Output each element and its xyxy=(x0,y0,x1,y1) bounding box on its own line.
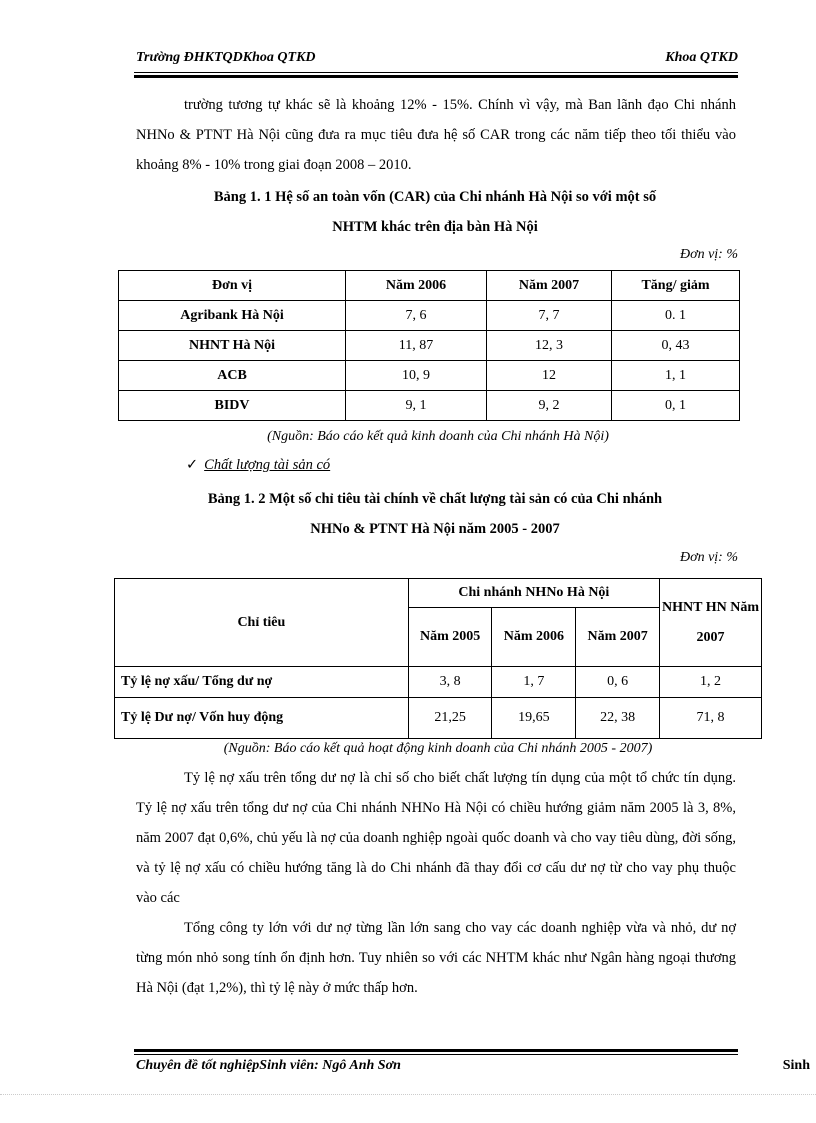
table2-unit: Đơn vị: % xyxy=(679,550,738,565)
table-cell: 19,65 xyxy=(492,698,576,739)
header-year-2006: Năm 2006 xyxy=(492,608,576,667)
row-label: ACB xyxy=(119,361,346,391)
body-paragraph-1: Tỷ lệ nợ xấu trên tổng dư nợ là chỉ số cho biết chất lượng tín dụng của một tổ chức tín dụng. Tỷ lệ nợ xấu trên tổng dư nợ của Chi nhánh NHNo Hà Nội có chiều hướng giảm năm 2005 là 3, 8%, năm 2007 đạt 0,6%, chủ yếu là nợ của doanh nghiệp ngoài quốc doanh và cho vay tiêu dùng, đời sống, và tỷ lệ nợ xấu có chiều hướng tăng là do Chi nhánh đã thay đổi cơ cấu dư nợ từ cho vay phụ thuộc vào các xyxy=(136,770,736,906)
table2-source: (Nguồn: Báo cáo kết quả hoạt động kinh doanh của Chi nhánh 2005 - 2007) xyxy=(223,741,653,756)
table-cell: 3, 8 xyxy=(408,667,492,698)
footer-right: Sinh xyxy=(782,1058,810,1073)
header-cell: Năm 2006 xyxy=(346,271,487,301)
header-year-2005: Năm 2005 xyxy=(408,608,492,667)
row-label: Agribank Hà Nội xyxy=(119,301,346,331)
header-right: Khoa QTKD xyxy=(665,50,738,65)
table-cell: 7, 6 xyxy=(346,301,487,331)
checkmark-icon: ✓ xyxy=(186,457,199,473)
header-other: NHNT HN Năm 2007 xyxy=(660,579,762,667)
page-footer xyxy=(136,1058,816,1078)
table1-caption-line1: Bảng 1. 1 Hệ số an toàn vốn (CAR) của Chi nhánh Hà Nội so với một số xyxy=(213,189,657,205)
header-indicator: Chỉ tiêu xyxy=(115,579,409,667)
header-group: Chi nhánh NHNo Hà Nội xyxy=(408,579,659,608)
table-cell: 1, 1 xyxy=(612,361,740,391)
table-cell: 0, 6 xyxy=(576,667,660,698)
header-rule-thick xyxy=(134,75,738,78)
table-cell: 22, 38 xyxy=(576,698,660,739)
table-row xyxy=(115,667,762,698)
table1-source: (Nguồn: Báo cáo kết quả kinh doanh của Chi nhánh Hà Nội) xyxy=(267,429,609,444)
asset-quality-label: Chất lượng tài sản có xyxy=(204,457,331,473)
footer-rule-thick xyxy=(134,1049,738,1052)
table-header-row xyxy=(119,271,740,301)
table-cell: 0, 1 xyxy=(612,391,740,421)
footer-rule-thin xyxy=(134,1054,738,1055)
table-cell: 71, 8 xyxy=(660,698,762,739)
table-cell: 0, 43 xyxy=(612,331,740,361)
header-cell: Tăng/ giảm xyxy=(612,271,740,301)
table-row xyxy=(119,331,740,361)
table-cell: 9, 2 xyxy=(487,391,612,421)
table-cell: 12 xyxy=(487,361,612,391)
intro-paragraph: trường tương tự khác sẽ là khoảng 12% - 15%. Chính vì vậy, mà Ban lãnh đạo Chi nhánh NHNo & PTNT Hà Nội cũng đưa ra mục tiêu đưa hệ số CAR trong các năm tiếp theo tối thiểu vào khoảng 8% - 10% trong giai đoạn 2008 – 2010. xyxy=(136,97,736,173)
table2-caption-line2: NHNo & PTNT Hà Nội năm 2005 - 2007 xyxy=(310,521,560,537)
asset-quality-heading xyxy=(186,457,330,474)
table-cell: 0. 1 xyxy=(612,301,740,331)
row-label: NHNT Hà Nội xyxy=(119,331,346,361)
row-label: Tỷ lệ nợ xấu/ Tổng dư nợ xyxy=(115,667,409,698)
table-cell: 12, 3 xyxy=(487,331,612,361)
table-row xyxy=(119,391,740,421)
table-cell: 11, 87 xyxy=(346,331,487,361)
page-header xyxy=(134,50,738,70)
table1-unit: Đơn vị: % xyxy=(679,247,738,262)
table-cell: 10, 9 xyxy=(346,361,487,391)
table-cell: 21,25 xyxy=(408,698,492,739)
table-cell: 1, 7 xyxy=(492,667,576,698)
page-edge-divider xyxy=(0,1094,816,1095)
car-table xyxy=(118,270,740,421)
header-cell: Đơn vị xyxy=(119,271,346,301)
asset-quality-table xyxy=(114,578,762,739)
table-cell: 1, 2 xyxy=(660,667,762,698)
table-row xyxy=(115,698,762,739)
header-year-2007: Năm 2007 xyxy=(576,608,660,667)
table-row xyxy=(119,301,740,331)
header-rule-thin xyxy=(134,72,738,73)
table-row xyxy=(119,361,740,391)
footer-left: Chuyên đề tốt nghiệpSinh viên: Ngô Anh Sơn xyxy=(136,1058,401,1073)
row-label: Tỷ lệ Dư nợ/ Vốn huy động xyxy=(115,698,409,739)
row-label: BIDV xyxy=(119,391,346,421)
table1-caption-line2: NHTM khác trên địa bàn Hà Nội xyxy=(332,219,538,235)
header-left: Trường ĐHKTQDKhoa QTKD xyxy=(136,50,316,65)
table2-caption-line1: Bảng 1. 2 Một số chỉ tiêu tài chính về chất lượng tài sản có của Chi nhánh xyxy=(207,491,663,507)
body-paragraph-2: Tổng công ty lớn với dư nợ từng lần lớn sang cho vay các doanh nghiệp vừa và nhỏ, dư nợ từng món nhỏ song tính ổn định hơn. Tuy nhiên so với các NHTM khác như Ngân hàng ngoại thương Hà Nội (đạt 1,2%), thì tỷ lệ này ở mức thấp hơn. xyxy=(136,920,736,996)
table-cell: 7, 7 xyxy=(487,301,612,331)
table-cell: 9, 1 xyxy=(346,391,487,421)
header-cell: Năm 2007 xyxy=(487,271,612,301)
